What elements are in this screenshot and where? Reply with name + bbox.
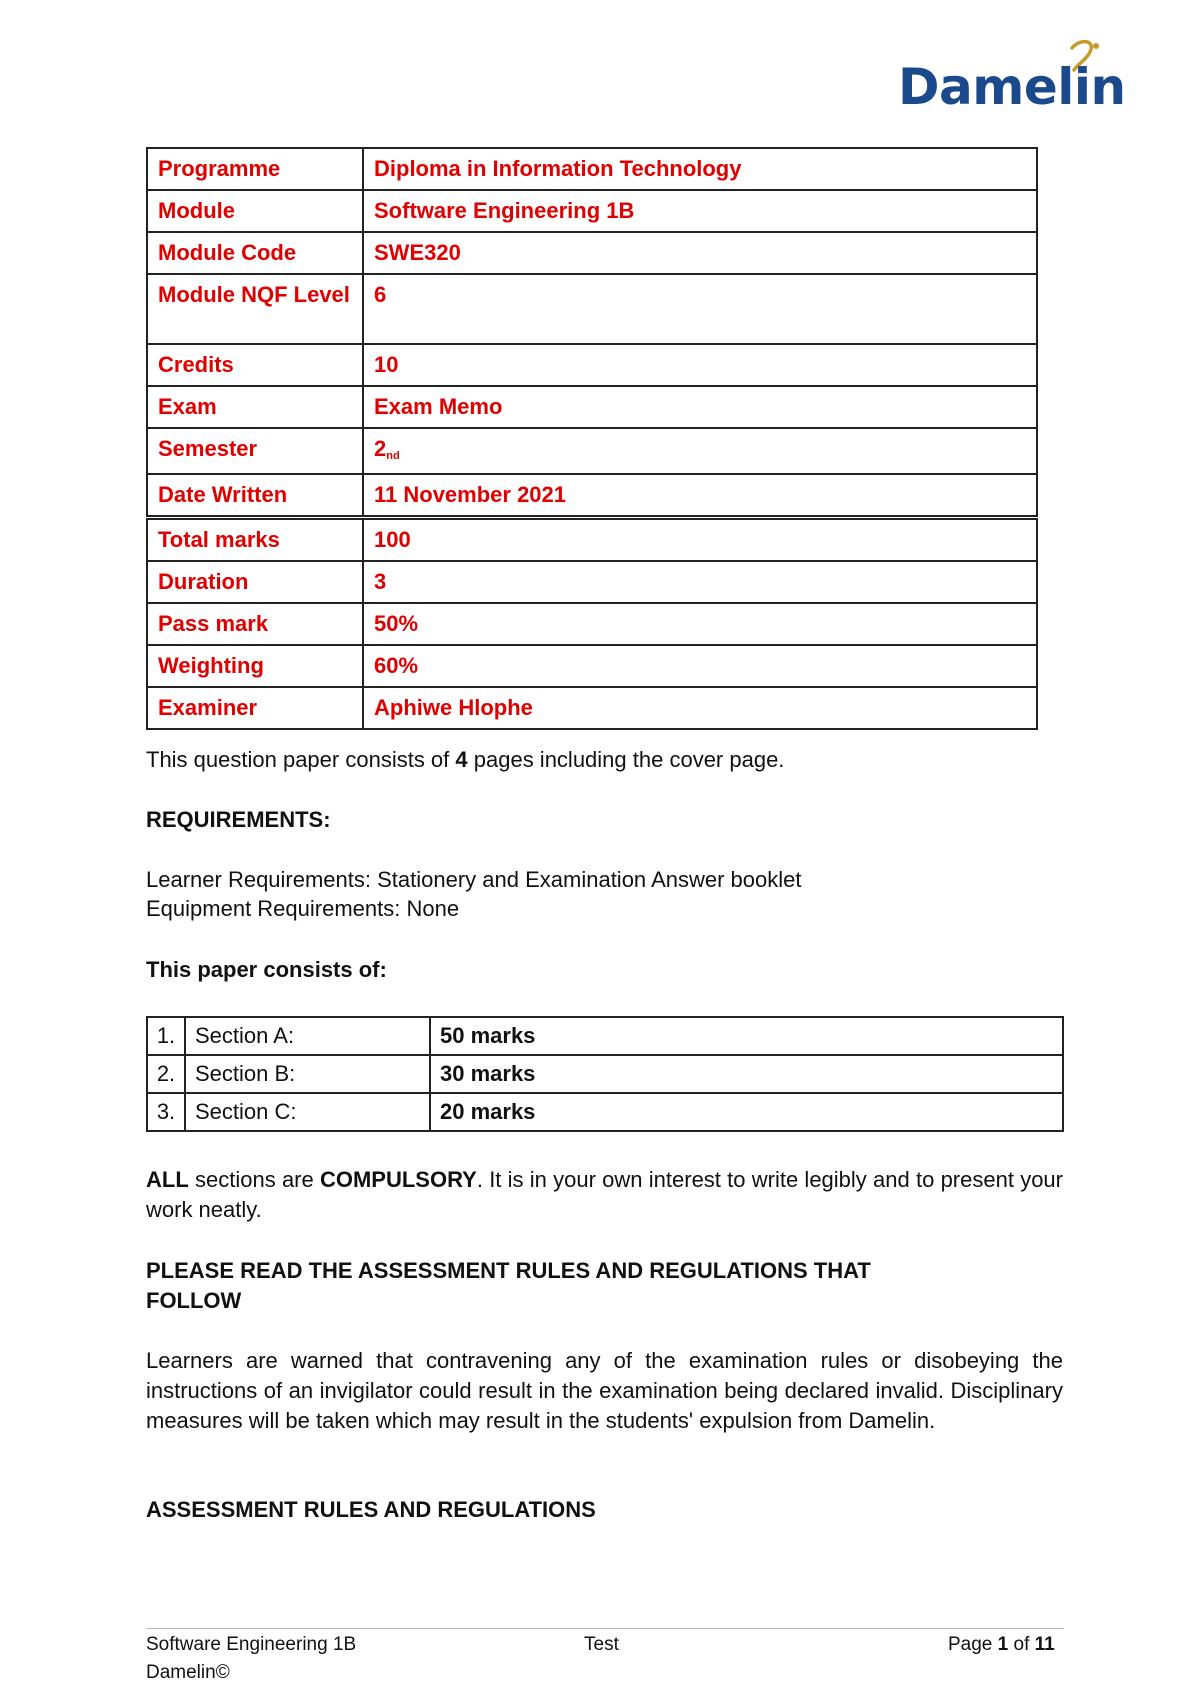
table-row xyxy=(147,1017,1063,1055)
row-label: Semester xyxy=(147,428,363,474)
section-name: Section B: xyxy=(185,1055,430,1093)
row-label: Programme xyxy=(147,148,363,190)
row-value: 10 xyxy=(363,344,1037,386)
page-of: of xyxy=(1008,1634,1035,1655)
table-row xyxy=(147,344,1037,386)
row-value: 3 xyxy=(363,561,1037,603)
paper-consists-heading: This paper consists of: xyxy=(146,957,387,982)
section-name: Section C: xyxy=(185,1093,430,1131)
row-value: Exam Memo xyxy=(363,386,1037,428)
footer-page-number xyxy=(948,1634,1055,1656)
sections-table xyxy=(146,1016,1064,1132)
table-row xyxy=(147,428,1037,474)
logo-wordmark: Damelin xyxy=(898,58,1126,116)
assessment-rules-heading: ASSESSMENT RULES AND REGULATIONS xyxy=(146,1497,596,1522)
pages-info-text xyxy=(146,745,784,775)
assessment-info-table xyxy=(146,518,1038,730)
warning-paragraph: Learners are warned that contravening any of the examination rules or disobeying the instructions of an invigilator could result in the examination being declared invalid. Disciplinary measures will be taken which may result in the students' expulsion from Damelin. xyxy=(146,1348,1063,1433)
row-label: Pass mark xyxy=(147,603,363,645)
row-label: Weighting xyxy=(147,645,363,687)
table-row xyxy=(147,474,1037,516)
row-value: Diploma in Information Technology xyxy=(363,148,1037,190)
row-value: 100 xyxy=(363,519,1037,561)
page-total: 11 xyxy=(1034,1634,1055,1655)
row-label: Total marks xyxy=(147,519,363,561)
compulsory-rest: . It is in your own interest to write legibly and to present your work neatly. xyxy=(146,1167,1063,1222)
row-label: Exam xyxy=(147,386,363,428)
table-row xyxy=(147,519,1037,561)
compulsory-mid: sections are xyxy=(188,1167,320,1192)
semester-suffix: nd xyxy=(386,450,400,462)
section-marks: 50 marks xyxy=(430,1017,1063,1055)
row-label: Examiner xyxy=(147,687,363,729)
footer-center: Test xyxy=(584,1634,619,1655)
row-label: Duration xyxy=(147,561,363,603)
table-row xyxy=(147,603,1037,645)
rules-heading: PLEASE READ THE ASSESSMENT RULES AND REGULATIONS THAT FOLLOW xyxy=(146,1258,871,1313)
row-value xyxy=(363,428,1037,474)
row-value: Aphiwe Hlophe xyxy=(363,687,1037,729)
section-marks: 20 marks xyxy=(430,1093,1063,1131)
footer-divider xyxy=(146,1628,1064,1629)
pages-text-after: pages including the cover page. xyxy=(467,747,785,772)
section-number: 1. xyxy=(147,1017,185,1055)
footer-company: Damelin© xyxy=(146,1662,230,1683)
table-row xyxy=(147,1055,1063,1093)
table-row xyxy=(147,1093,1063,1131)
table-row xyxy=(147,190,1037,232)
equipment-requirements: Equipment Requirements: None xyxy=(146,896,460,921)
table-row xyxy=(147,645,1037,687)
requirements-heading: REQUIREMENTS: xyxy=(146,807,331,832)
all-word: ALL xyxy=(146,1167,189,1192)
row-label: Module NQF Level xyxy=(147,274,363,344)
page-prefix: Page xyxy=(948,1634,998,1655)
row-value: SWE320 xyxy=(363,232,1037,274)
section-number: 2. xyxy=(147,1055,185,1093)
compulsory-word: COMPULSORY xyxy=(319,1167,477,1192)
page-current: 1 xyxy=(997,1634,1009,1655)
section-number: 3. xyxy=(147,1093,185,1131)
learner-requirements: Learner Requirements: Stationery and Examination Answer booklet xyxy=(146,867,802,892)
row-value: 11 November 2021 xyxy=(363,474,1037,516)
programme-info-table xyxy=(146,147,1038,517)
row-value: Software Engineering 1B xyxy=(363,190,1037,232)
pages-text-before: This question paper consists of xyxy=(146,747,456,772)
row-label: Date Written xyxy=(147,474,363,516)
section-marks: 30 marks xyxy=(430,1055,1063,1093)
row-value: 6 xyxy=(363,274,1037,344)
table-row xyxy=(147,274,1037,344)
semester-number: 2 xyxy=(374,436,387,461)
row-value: 60% xyxy=(363,645,1037,687)
section-name: Section A: xyxy=(185,1017,430,1055)
table-row xyxy=(147,561,1037,603)
table-row xyxy=(147,687,1037,729)
page-count: 4 xyxy=(455,747,468,772)
footer-module: Software Engineering 1B xyxy=(146,1634,357,1655)
table-row xyxy=(147,232,1037,274)
table-row xyxy=(147,386,1037,428)
row-label: Module xyxy=(147,190,363,232)
row-value: 50% xyxy=(363,603,1037,645)
damelin-logo xyxy=(898,38,1138,118)
table-row xyxy=(147,148,1037,190)
compulsory-paragraph xyxy=(146,1165,1063,1225)
row-label: Credits xyxy=(147,344,363,386)
row-label: Module Code xyxy=(147,232,363,274)
